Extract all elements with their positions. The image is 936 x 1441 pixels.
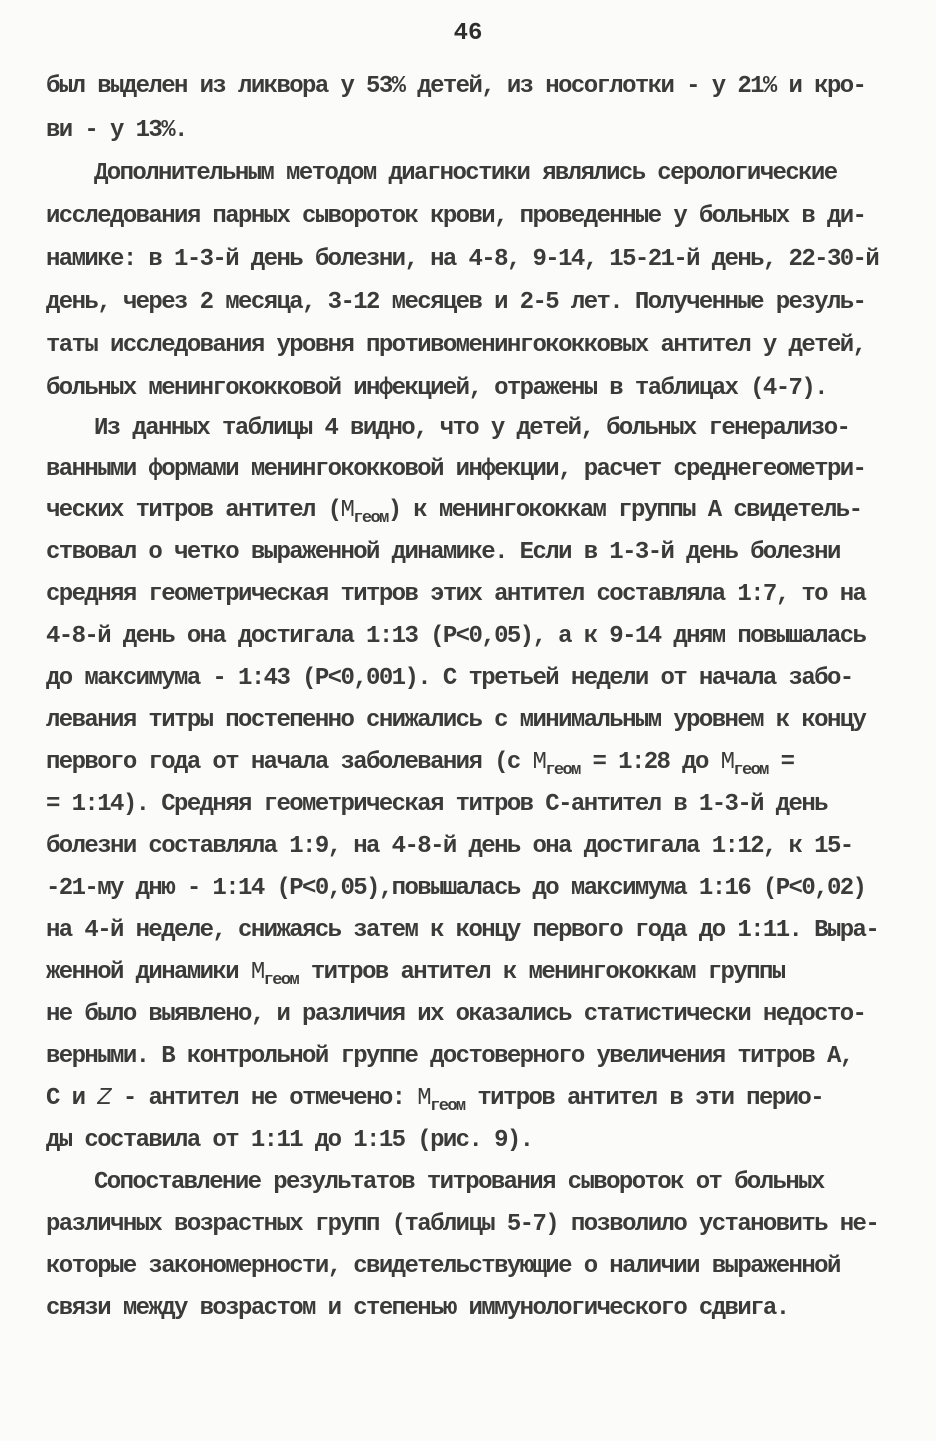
m-geom-symbol: $M_{геом}$ (340, 497, 388, 528)
text-line: -21-му дню - 1:14 (Р<0,05),повышалась до максимума 1:16 (Р<0,02) (46, 875, 866, 902)
text-line-formula: ческих титров антител $(M_{геом})$ к менингококкам группы А свидетель- (46, 497, 862, 528)
text-line: был выделен из ликвора у 53% детей, из носоглотки - у 21% и кро- (46, 73, 866, 100)
m-geom-symbol: $M_{геом}$ (720, 749, 768, 780)
text-line-formula: первого года от начала заболевания (с $M_{геом}$ = 1:28 до $M_{геом}$ = (46, 749, 794, 780)
text-line: верными. В контрольной группе достоверного увеличения титров А, (46, 1043, 853, 1070)
text-line: таты исследования уровня противоменингококковых антител у детей, (46, 332, 866, 359)
text-line: Дополнительным методом диагностики являлись серологические (94, 160, 837, 187)
text-line-formula: С и Z - антител не отмечено: $M_{геом}$ титров антител в эти перио- (46, 1085, 823, 1116)
text-line: 4-8-й день она достигала 1:13 (Р<0,05), а к 9-14 дням повышалась (46, 623, 866, 650)
text-line: на 4-й неделе, снижаясь затем к концу первого года до 1:11. Выра- (46, 917, 879, 944)
text-line: исследования парных сывороток крови, проведенные у больных в ди- (46, 203, 866, 230)
text-line: ванными формами менингококковой инфекции, расчет среднегеометри- (46, 456, 866, 483)
text-line: до максимума - 1:43 (Р<0,001). С третьей недели от начала забо- (46, 665, 853, 692)
text-line: = 1:14). Средняя геометрическая титров С-антител в 1-3-й день (46, 791, 827, 818)
z-antigen-symbol: Z (97, 1085, 111, 1112)
text-line: связи между возрастом и степенью иммунологического сдвига. (46, 1295, 789, 1322)
text-line: ды составила от 1:11 до 1:15 (рис. 9). (46, 1127, 533, 1154)
text-line: различных возрастных групп (таблицы 5-7) позволило установить не- (46, 1211, 879, 1238)
m-geom-symbol: $M_{геом}$ (532, 749, 580, 780)
text-line: которые закономерности, свидетельствующие о наличии выраженной (46, 1253, 840, 1280)
text-line: не было выявлено, и различия их оказались статистически недосто- (46, 1001, 866, 1028)
text-line: больных менингококковой инфекцией, отражены в таблицах (4-7). (46, 375, 827, 402)
text-line: день, через 2 месяца, 3-12 месяцев и 2-5 лет. Полученные резуль- (46, 289, 866, 316)
text-line: ви - у 13%. (46, 117, 187, 144)
text-line: Сопоставление результатов титрования сывороток от больных (94, 1169, 824, 1196)
text-line: намике: в 1-3-й день болезни, на 4-8, 9-14, 15-21-й день, 22-30-й (46, 246, 879, 273)
text-line: средняя геометрическая титров этих антител составляла 1:7, то на (46, 581, 866, 608)
m-geom-symbol: $M_{геом}$ (417, 1085, 465, 1116)
text-line-formula: женной динамики $M_{геом}$ титров антител к менингококкам группы (46, 959, 785, 990)
page-number: 46 (453, 20, 483, 47)
m-geom-symbol: $M_{геом}$ (250, 959, 299, 990)
text-line: болезни составляла 1:9, на 4-8-й день она достигала 1:12, к 15- (46, 833, 853, 860)
text-line: левания титры постепенно снижались с минимальным уровнем к концу (46, 707, 866, 734)
text-line: Из данных таблицы 4 видно, что у детей, больных генерализо- (94, 415, 850, 442)
text-line: ствовал о четко выраженной динамике. Если в 1-3-й день болезни (46, 539, 840, 566)
